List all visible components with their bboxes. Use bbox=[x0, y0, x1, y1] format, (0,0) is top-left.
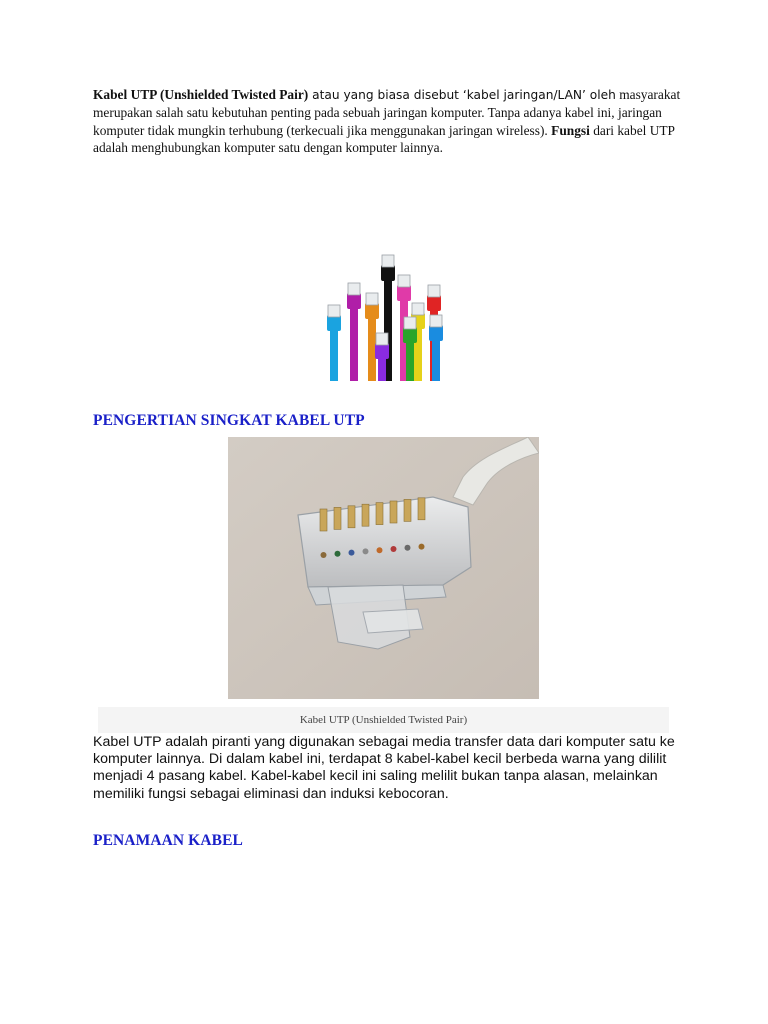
cable-plug bbox=[428, 285, 440, 297]
rj45-connector-image bbox=[228, 437, 539, 699]
rj45-pin bbox=[404, 499, 411, 521]
rj45-pin bbox=[320, 509, 327, 531]
rj45-pin bbox=[334, 507, 341, 529]
intro-paragraph bbox=[93, 86, 683, 157]
rj45-wire-end bbox=[363, 548, 369, 554]
rj45-wire-end bbox=[349, 550, 355, 556]
cable-plug bbox=[404, 317, 416, 329]
cable-strand bbox=[350, 305, 358, 381]
intro-fungsi-bold: Fungsi bbox=[551, 122, 590, 138]
intro-after-fungsi: dari kabel UTP adalah menghubungkan komputer satu dengan komputer lainnya. bbox=[93, 122, 675, 156]
cable-plug bbox=[366, 293, 378, 305]
figure-caption: Kabel UTP (Unshielded Twisted Pair) bbox=[98, 707, 669, 733]
rj45-wire-end bbox=[405, 545, 411, 551]
intro-body-text: masyarakat merupakan salah satu kebutuhan penting pada sebuah jaringan komputer. Tanpa adanya kabel ini, jaringan komputer tidak mungkin terhubung (terkecuali jika menggunakan jaringan wireless). bbox=[93, 87, 681, 138]
cable-plug bbox=[348, 283, 360, 295]
patch-cables-image bbox=[319, 245, 449, 381]
cable-strand bbox=[330, 327, 338, 381]
rj45-pin bbox=[348, 506, 355, 528]
intro-title-bold: Kabel UTP (Unshielded Twisted Pair) bbox=[93, 87, 309, 102]
rj45-wire-end bbox=[391, 546, 397, 552]
cable-plug bbox=[430, 315, 442, 327]
body-paragraph: Kabel UTP adalah piranti yang digunakan sebagai media transfer data dari komputer satu ke komputer lainnya. Di dalam kabel ini, terdapat 8 kabel-kabel kecil berbeda warna yang dililit menjadi 4 pasang kabel. Kabel-kabel kecil ini saling melilit bukan tanpa alasan, melainkan memiliki fungsi sebagai eliminasi dan induksi kebocoran. bbox=[93, 734, 675, 802]
cable-plug bbox=[328, 305, 340, 317]
rj45-pin bbox=[390, 501, 397, 523]
section-heading-penamaan: PENAMAAN KABEL bbox=[93, 832, 243, 849]
intro-after-title: atau yang biasa disebut ‘kabel jaringan/LAN’ oleh bbox=[308, 88, 616, 102]
cable-plug bbox=[382, 255, 394, 267]
rj45-wire-end bbox=[335, 551, 341, 557]
rj45-pin bbox=[376, 503, 383, 525]
cable-plug bbox=[398, 275, 410, 287]
cable-plug bbox=[412, 303, 424, 315]
cable-plug bbox=[376, 333, 388, 345]
cable-strand bbox=[406, 339, 414, 381]
rj45-wire-end bbox=[419, 544, 425, 550]
rj45-pin bbox=[362, 504, 369, 526]
rj45-wire-end bbox=[321, 552, 327, 558]
cable-strand bbox=[368, 315, 376, 381]
cable-strand bbox=[432, 337, 440, 381]
rj45-pin bbox=[418, 498, 425, 520]
rj45-wire-end bbox=[377, 547, 383, 553]
section-heading-pengertian: PENGERTIAN SINGKAT KABEL UTP bbox=[93, 412, 365, 429]
